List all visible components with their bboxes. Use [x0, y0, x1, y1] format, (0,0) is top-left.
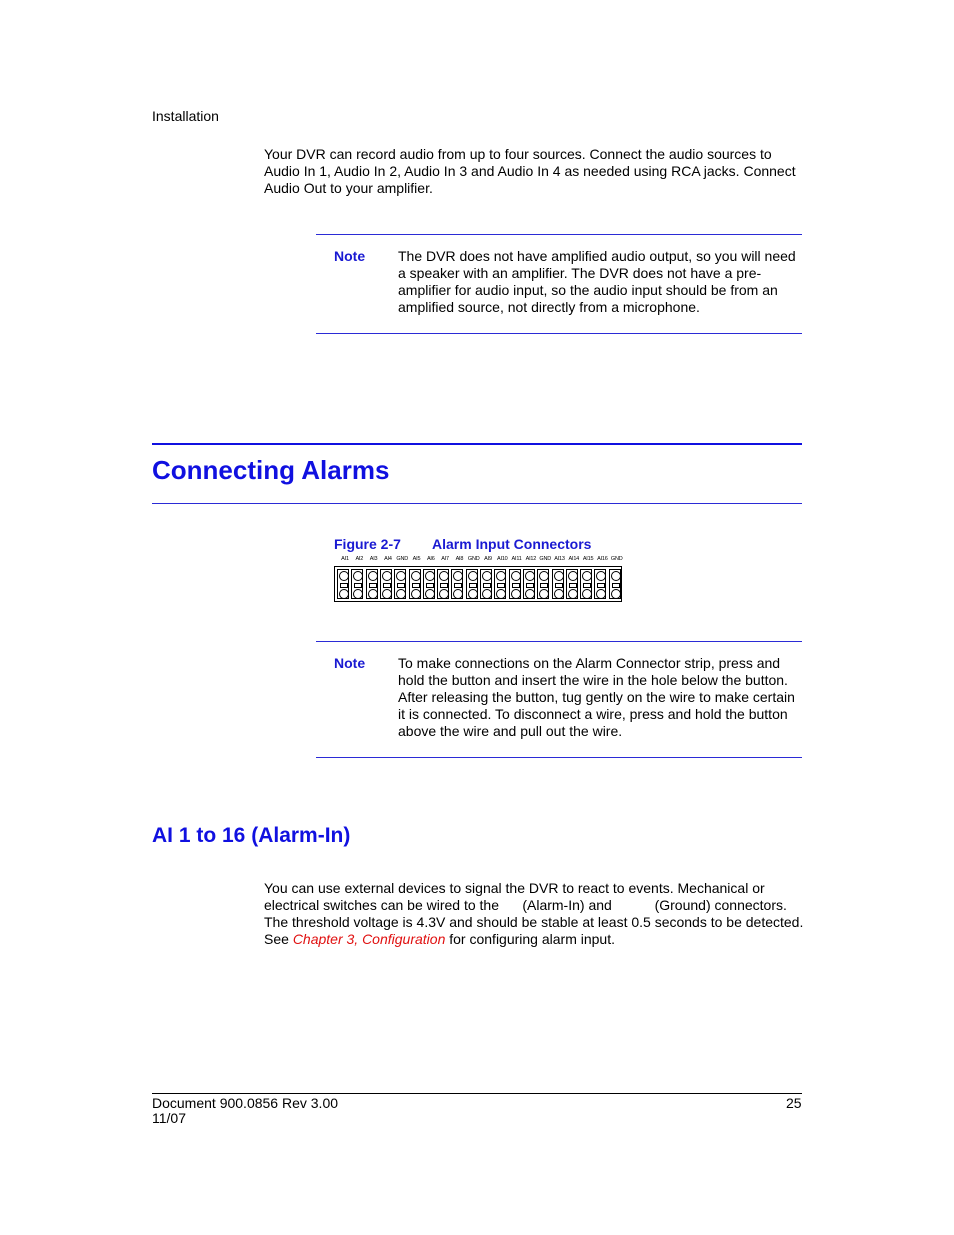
connector-label: AI3	[369, 556, 378, 562]
section-title: Connecting Alarms	[152, 455, 390, 485]
alarm-line-3: The threshold voltage is 4.3V and should be stable at least 0.5 seconds to be detected.	[264, 914, 804, 930]
connector-terminal	[366, 569, 378, 599]
chapter-3-link[interactable]: Chapter 3, Configuration	[292, 931, 446, 947]
connector-label: AI4	[384, 556, 392, 562]
connector-label: AI14	[568, 556, 580, 562]
terminal-wire-hole	[611, 589, 621, 599]
figure-number: Figure 2-7	[334, 536, 401, 552]
terminal-wire-hole	[525, 589, 535, 599]
terminal-slot	[469, 583, 477, 588]
connector-label: AI15	[582, 556, 594, 562]
terminal-wire-hole	[539, 589, 549, 599]
note1-bottom-rule	[316, 333, 802, 334]
terminal-wire-hole	[339, 589, 349, 599]
terminal-button	[368, 571, 378, 581]
note2-label: Note	[334, 655, 366, 671]
connector-terminal	[394, 569, 406, 599]
connector-label: AI16	[597, 556, 608, 562]
section-bottom-rule	[152, 503, 802, 504]
alarm-paragraph	[264, 880, 814, 948]
terminal-button	[539, 571, 549, 581]
connector-terminal	[537, 569, 549, 599]
footer-page-number: 25	[786, 1095, 802, 1111]
connector-terminal	[466, 569, 478, 599]
terminal-slot	[612, 583, 620, 588]
terminal-wire-hole	[439, 589, 449, 599]
terminal-button	[382, 571, 392, 581]
connector-labels	[336, 556, 624, 566]
terminal-button	[568, 571, 578, 581]
terminal-button	[353, 571, 363, 581]
connector-label: GND	[396, 556, 408, 562]
alarm-after-link: for configuring alarm input.	[445, 931, 615, 947]
connector-label: AI13	[554, 556, 565, 562]
connector-label: AI11	[511, 556, 522, 562]
connector-terminal	[423, 569, 435, 599]
connector-label: AI10	[497, 556, 508, 562]
alarm-connector-strip	[334, 566, 622, 602]
terminal-slot	[540, 583, 548, 588]
terminal-slot	[397, 583, 405, 588]
connector-terminal	[523, 569, 535, 599]
terminal-wire-hole	[425, 589, 435, 599]
terminal-button	[425, 571, 435, 581]
connector-terminal	[437, 569, 449, 599]
connector-label: AI12	[525, 556, 537, 562]
terminal-slot	[454, 583, 462, 588]
terminal-slot	[426, 583, 434, 588]
note2-bottom-rule	[316, 757, 802, 758]
connector-terminal	[380, 569, 392, 599]
terminal-slot	[340, 583, 348, 588]
terminal-slot	[497, 583, 505, 588]
terminal-button	[439, 571, 449, 581]
subsection-title: AI 1 to 16 (Alarm-In)	[152, 824, 351, 847]
terminal-button	[554, 571, 564, 581]
terminal-button	[453, 571, 463, 581]
terminal-button	[511, 571, 521, 581]
note1-top-rule	[316, 234, 802, 235]
note1-label: Note	[334, 248, 366, 264]
terminal-button	[496, 571, 506, 581]
terminal-wire-hole	[411, 589, 421, 599]
connector-label: AI2	[355, 556, 364, 562]
connector-label: AI1	[341, 556, 349, 562]
note2-text: To make connections on the Alarm Connector strip, press and hold the button and insert the wire in the hole below the button. After releasing the button, tug gently on the wire to make certain it is connected. To disconnect a wire, press and hold the button above the wire and pull out the wire.	[398, 655, 795, 739]
terminal-wire-hole	[554, 589, 564, 599]
terminal-wire-hole	[482, 589, 492, 599]
terminal-wire-hole	[468, 589, 478, 599]
terminal-wire-hole	[568, 589, 578, 599]
terminal-wire-hole	[496, 589, 506, 599]
connector-terminal	[609, 569, 621, 599]
terminal-wire-hole	[396, 589, 406, 599]
terminal-slot	[569, 583, 577, 588]
note2-top-rule	[316, 641, 802, 642]
terminal-wire-hole	[382, 589, 392, 599]
footer-rule	[152, 1093, 802, 1094]
terminal-slot	[440, 583, 448, 588]
connector-label: AI6	[426, 556, 435, 562]
terminal-button	[525, 571, 535, 581]
connector-terminal	[594, 569, 606, 599]
terminal-wire-hole	[453, 589, 463, 599]
terminal-slot	[383, 583, 391, 588]
terminal-button	[482, 571, 492, 581]
terminal-slot	[597, 583, 605, 588]
terminal-wire-hole	[582, 589, 592, 599]
note1-text: The DVR does not have amplified audio output, so you will need a speaker with an amplifier. The DVR does not have a pre-amplifier for audio input, so the audio input should be from an amplified source, not directly from a microphone.	[398, 248, 796, 315]
connector-terminal	[494, 569, 506, 599]
terminal-slot	[555, 583, 563, 588]
connector-terminal	[409, 569, 421, 599]
figure-title: Alarm Input Connectors	[432, 536, 592, 552]
terminal-button	[596, 571, 606, 581]
connector-terminal	[566, 569, 578, 599]
connector-terminal	[580, 569, 592, 599]
connector-label: AI8	[455, 556, 464, 562]
section-top-rule	[152, 443, 802, 445]
running-header: Installation	[152, 108, 219, 124]
terminal-button	[582, 571, 592, 581]
connector-label: GND	[610, 556, 623, 562]
footer-document: Document 900.0856 Rev 3.00	[152, 1095, 339, 1111]
connector-label: GND	[467, 556, 480, 562]
terminal-button	[339, 571, 349, 581]
terminal-button	[611, 571, 621, 581]
connector-label: GND	[539, 556, 551, 562]
connector-terminal	[451, 569, 463, 599]
terminal-wire-hole	[596, 589, 606, 599]
connector-label: AI9	[484, 556, 492, 562]
connector-terminal	[351, 569, 363, 599]
terminal-wire-hole	[353, 589, 363, 599]
terminal-button	[468, 571, 478, 581]
terminal-slot	[583, 583, 591, 588]
terminal-slot	[354, 583, 362, 588]
audio-paragraph: Your DVR can record audio from up to four sources. Connect the audio sources to Audio In 1, Audio In 2, Audio In 3 and Audio In 4 as needed using RCA jacks. Connect Audio Out to your amplifier.	[264, 146, 796, 196]
connector-terminal	[552, 569, 564, 599]
connector-terminal	[337, 569, 349, 599]
alarm-see: See	[264, 931, 293, 947]
terminal-wire-hole	[368, 589, 378, 599]
terminal-slot	[369, 583, 377, 588]
footer-date: 11/07	[152, 1110, 186, 1126]
terminal-slot	[512, 583, 520, 588]
terminal-button	[396, 571, 406, 581]
alarm-line-1: You can use external devices to signal the DVR to react to events. Mechanical or	[264, 880, 765, 896]
terminal-slot	[483, 583, 491, 588]
connector-label: AI5	[412, 556, 421, 562]
terminal-slot	[412, 583, 420, 588]
connector-label: AI7	[441, 556, 449, 562]
connector-terminal	[480, 569, 492, 599]
terminal-wire-hole	[511, 589, 521, 599]
terminal-slot	[526, 583, 534, 588]
alarm-line-2: electrical switches can be wired to the (Alarm-In) and (Ground) connectors.	[264, 897, 787, 913]
connector-terminal	[509, 569, 521, 599]
terminal-button	[411, 571, 421, 581]
